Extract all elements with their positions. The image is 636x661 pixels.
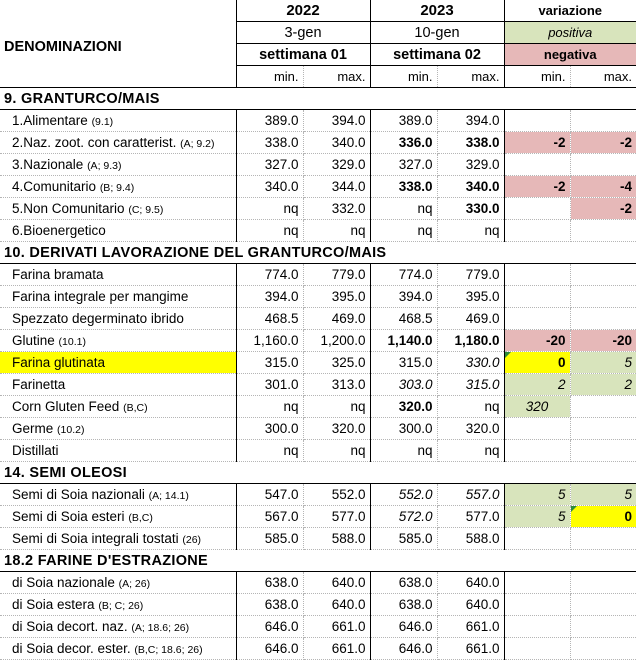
cell[interactable]: nq	[303, 440, 370, 462]
row-label[interactable]: Farina bramata	[0, 264, 236, 286]
cell[interactable]: 325.0	[303, 352, 370, 374]
cell[interactable]: 646.0	[236, 638, 303, 660]
row-label[interactable]: Spezzato degerminato ibrido	[0, 308, 236, 330]
cell[interactable]: 5	[504, 506, 570, 528]
negative-label[interactable]: negativa	[504, 44, 636, 66]
max-header[interactable]: max.	[437, 66, 504, 88]
section-row	[0, 242, 636, 264]
row-label[interactable]: 4.Comunitario (B; 9.4)	[0, 176, 236, 198]
cell[interactable]: 330.0	[437, 198, 504, 220]
cell[interactable]: 0	[504, 352, 570, 374]
cell[interactable]: 577.0	[437, 506, 504, 528]
cell[interactable]: 5	[570, 484, 636, 506]
row-label[interactable]: 5.Non Comunitario (C; 9.5)	[0, 198, 236, 220]
cell[interactable]: 332.0	[303, 198, 370, 220]
section-title-farine-estrazione[interactable]: 18.2 FARINE D'ESTRAZIONE	[0, 550, 636, 572]
table-row	[0, 352, 636, 374]
cell[interactable]: 327.0	[370, 154, 437, 176]
cell[interactable]	[570, 528, 636, 550]
cell[interactable]: 315.0	[370, 352, 437, 374]
cell[interactable]: 588.0	[437, 528, 504, 550]
min-header[interactable]: min.	[504, 66, 570, 88]
cell[interactable]: 774.0	[370, 264, 437, 286]
cell[interactable]: 646.0	[370, 616, 437, 638]
cell[interactable]: 2	[504, 374, 570, 396]
cell[interactable]: 779.0	[437, 264, 504, 286]
cell[interactable]	[504, 440, 570, 462]
positive-label[interactable]: positiva	[504, 22, 636, 44]
cell[interactable]: 315.0	[437, 374, 504, 396]
cell[interactable]: 389.0	[370, 110, 437, 132]
cell[interactable]: 468.5	[236, 308, 303, 330]
table-row	[0, 396, 636, 418]
cell[interactable]	[570, 110, 636, 132]
cell[interactable]: 661.0	[437, 638, 504, 660]
year-2022[interactable]: 2022	[236, 0, 370, 22]
cell[interactable]: nq	[236, 198, 303, 220]
row-label[interactable]: Glutine (10.1)	[0, 330, 236, 352]
section-title-derivati[interactable]: 10. DERIVATI LAVORAZIONE DEL GRANTURCO/MAIS	[0, 242, 636, 264]
cell[interactable]: 640.0	[437, 594, 504, 616]
row-label[interactable]: Germe (10.2)	[0, 418, 236, 440]
cell[interactable]: 301.0	[236, 374, 303, 396]
row-label[interactable]: Semi di Soia integrali tostati (26)	[0, 528, 236, 550]
cell[interactable]: 320.0	[303, 418, 370, 440]
cell[interactable]	[504, 308, 570, 330]
table-row	[0, 374, 636, 396]
cell[interactable]: 661.0	[303, 616, 370, 638]
cell[interactable]: -2	[504, 132, 570, 154]
table-row	[0, 506, 636, 528]
row-label[interactable]: 3.Nazionale (A; 9.3)	[0, 154, 236, 176]
cell[interactable]: 338.0	[437, 132, 504, 154]
cell[interactable]: 315.0	[236, 352, 303, 374]
cell[interactable]	[504, 572, 570, 594]
year-2023[interactable]: 2023	[370, 0, 504, 22]
cell[interactable]	[504, 594, 570, 616]
row-label[interactable]: Semi di Soia nazionali (A; 14.1)	[0, 484, 236, 506]
cell[interactable]	[504, 110, 570, 132]
cell[interactable]: 646.0	[370, 638, 437, 660]
cell[interactable]: 340.0	[437, 176, 504, 198]
cell[interactable]: -2	[504, 176, 570, 198]
min-header[interactable]: min.	[370, 66, 437, 88]
cell[interactable]: 638.0	[370, 594, 437, 616]
cell[interactable]: 552.0	[303, 484, 370, 506]
cell[interactable]	[504, 264, 570, 286]
table-row	[0, 594, 636, 616]
cell[interactable]: -20	[570, 330, 636, 352]
row-label[interactable]: di Soia decort. naz. (A; 18.6; 26)	[0, 616, 236, 638]
table-row	[0, 572, 636, 594]
cell[interactable]: 1,180.0	[437, 330, 504, 352]
cell[interactable]: nq	[236, 220, 303, 242]
cell[interactable]: 469.0	[437, 308, 504, 330]
cell[interactable]: 638.0	[236, 594, 303, 616]
row-label[interactable]: Semi di Soia esteri (B,C)	[0, 506, 236, 528]
cell[interactable]	[570, 418, 636, 440]
cell[interactable]: 330.0	[437, 352, 504, 374]
cell[interactable]: 468.5	[370, 308, 437, 330]
cell[interactable]	[504, 616, 570, 638]
cell[interactable]: nq	[370, 220, 437, 242]
cell[interactable]: 1,200.0	[303, 330, 370, 352]
cell[interactable]: 340.0	[236, 176, 303, 198]
table-row	[0, 484, 636, 506]
cell[interactable]: 320.0	[437, 418, 504, 440]
cell[interactable]: 547.0	[236, 484, 303, 506]
cell[interactable]	[570, 594, 636, 616]
cell[interactable]	[570, 396, 636, 418]
cell[interactable]	[504, 418, 570, 440]
cell[interactable]: 395.0	[303, 286, 370, 308]
cell[interactable]: 640.0	[303, 594, 370, 616]
cell[interactable]: 5	[570, 352, 636, 374]
cell[interactable]: 779.0	[303, 264, 370, 286]
date-2023[interactable]: 10-gen	[370, 22, 504, 44]
cell[interactable]: nq	[236, 396, 303, 418]
cell[interactable]: 661.0	[437, 616, 504, 638]
row-label[interactable]: Corn Gluten Feed (B,C)	[0, 396, 236, 418]
row-label[interactable]: 2.Naz. zoot. con caratterist. (A; 9.2)	[0, 132, 236, 154]
cell[interactable]: 336.0	[370, 132, 437, 154]
cell[interactable]: 0	[570, 506, 636, 528]
cell[interactable]: 303.0	[370, 374, 437, 396]
table-row	[0, 286, 636, 308]
cell[interactable]: 340.0	[303, 132, 370, 154]
cell[interactable]: 1,140.0	[370, 330, 437, 352]
table-row	[0, 176, 636, 198]
table-row	[0, 330, 636, 352]
cell[interactable]	[504, 154, 570, 176]
cell[interactable]: 557.0	[437, 484, 504, 506]
cell[interactable]: 2	[570, 374, 636, 396]
cell[interactable]	[570, 264, 636, 286]
cell[interactable]	[570, 308, 636, 330]
cell[interactable]: 588.0	[303, 528, 370, 550]
cell[interactable]: 320.0	[370, 396, 437, 418]
cell[interactable]: 300.0	[370, 418, 437, 440]
cell[interactable]: 338.0	[236, 132, 303, 154]
cell[interactable]	[570, 440, 636, 462]
table-row	[0, 308, 636, 330]
cell[interactable]: 577.0	[303, 506, 370, 528]
cell[interactable]: 394.0	[370, 286, 437, 308]
cell[interactable]	[504, 220, 570, 242]
table-row	[0, 616, 636, 638]
cell[interactable]	[570, 286, 636, 308]
cell[interactable]	[504, 286, 570, 308]
max-header[interactable]: max.	[303, 66, 370, 88]
cell[interactable]	[504, 638, 570, 660]
section-row	[0, 88, 636, 110]
cell[interactable]: 320	[504, 396, 570, 418]
cell[interactable]: 395.0	[437, 286, 504, 308]
cell[interactable]: -2	[570, 198, 636, 220]
cell[interactable]: -20	[504, 330, 570, 352]
section-title-granturco[interactable]: 9. GRANTURCO/MAIS	[0, 88, 636, 110]
table-row	[0, 154, 636, 176]
cell[interactable]: 469.0	[303, 308, 370, 330]
cell[interactable]: nq	[370, 440, 437, 462]
cell[interactable]: 638.0	[370, 572, 437, 594]
table-row	[0, 418, 636, 440]
row-label[interactable]: di Soia nazionale (A; 26)	[0, 572, 236, 594]
cell[interactable]	[504, 198, 570, 220]
cell[interactable]: nq	[437, 396, 504, 418]
table-row	[0, 528, 636, 550]
table-row	[0, 264, 636, 286]
variation-header[interactable]: variazione	[504, 0, 636, 22]
cell[interactable]: 585.0	[370, 528, 437, 550]
denominazioni-header	[0, 0, 236, 88]
cell[interactable]: 585.0	[236, 528, 303, 550]
table-row	[0, 440, 636, 462]
denominazioni-label: DENOMINAZIONI	[4, 38, 122, 55]
cell[interactable]: 572.0	[370, 506, 437, 528]
row-label[interactable]: di Soia estera (B; C; 26)	[0, 594, 236, 616]
cell[interactable]	[570, 154, 636, 176]
cell[interactable]	[570, 616, 636, 638]
cell[interactable]: 552.0	[370, 484, 437, 506]
table-row	[0, 220, 636, 242]
max-header[interactable]: max.	[570, 66, 636, 88]
cell[interactable]: nq	[236, 440, 303, 462]
cell[interactable]: 774.0	[236, 264, 303, 286]
cell[interactable]: 5	[504, 484, 570, 506]
cell[interactable]: nq	[370, 198, 437, 220]
section-title-semi-oleosi[interactable]: 14. SEMI OLEOSI	[0, 462, 636, 484]
cell[interactable]: nq	[303, 396, 370, 418]
cell[interactable]: 327.0	[236, 154, 303, 176]
cell[interactable]: 344.0	[303, 176, 370, 198]
cell[interactable]: 640.0	[303, 572, 370, 594]
table-row	[0, 110, 636, 132]
date-2022[interactable]: 3-gen	[236, 22, 370, 44]
cell[interactable]: 329.0	[437, 154, 504, 176]
cell[interactable]	[504, 528, 570, 550]
cell[interactable]: 394.0	[303, 110, 370, 132]
cell[interactable]: 567.0	[236, 506, 303, 528]
cell[interactable]: 646.0	[236, 616, 303, 638]
cell[interactable]: nq	[303, 220, 370, 242]
min-header[interactable]: min.	[236, 66, 303, 88]
cell[interactable]: 313.0	[303, 374, 370, 396]
row-label-selected[interactable]: Farina glutinata	[0, 352, 236, 374]
cell[interactable]: 638.0	[236, 572, 303, 594]
table-row	[0, 198, 636, 220]
cell[interactable]: 300.0	[236, 418, 303, 440]
cell[interactable]: 661.0	[303, 638, 370, 660]
section-row	[0, 462, 636, 484]
row-label[interactable]: Farinetta	[0, 374, 236, 396]
cell[interactable]	[570, 572, 636, 594]
row-label[interactable]: 6.Bioenergetico	[0, 220, 236, 242]
cell[interactable]: 389.0	[236, 110, 303, 132]
week-2022[interactable]: settimana 01	[236, 44, 370, 66]
table-row	[0, 132, 636, 154]
row-label[interactable]: 1.Alimentare (9.1)	[0, 110, 236, 132]
cell[interactable]: 640.0	[437, 572, 504, 594]
row-label[interactable]: Farina integrale per mangime	[0, 286, 236, 308]
week-2023[interactable]: settimana 02	[370, 44, 504, 66]
row-label[interactable]: di Soia decor. ester. (B,C; 18.6; 26)	[0, 638, 236, 660]
cell[interactable]	[570, 220, 636, 242]
cell[interactable]: 1,160.0	[236, 330, 303, 352]
cell[interactable]: nq	[437, 220, 504, 242]
cell[interactable]: 394.0	[236, 286, 303, 308]
row-label[interactable]: Distillati	[0, 440, 236, 462]
cell[interactable]: nq	[437, 440, 504, 462]
cell[interactable]: -2	[570, 132, 636, 154]
header-row-years	[0, 0, 636, 22]
table-row	[0, 638, 636, 660]
cell[interactable]: -4	[570, 176, 636, 198]
cell[interactable]: 329.0	[303, 154, 370, 176]
cell[interactable]	[570, 638, 636, 660]
section-row	[0, 550, 636, 572]
cell[interactable]: 338.0	[370, 176, 437, 198]
cell[interactable]: 394.0	[437, 110, 504, 132]
